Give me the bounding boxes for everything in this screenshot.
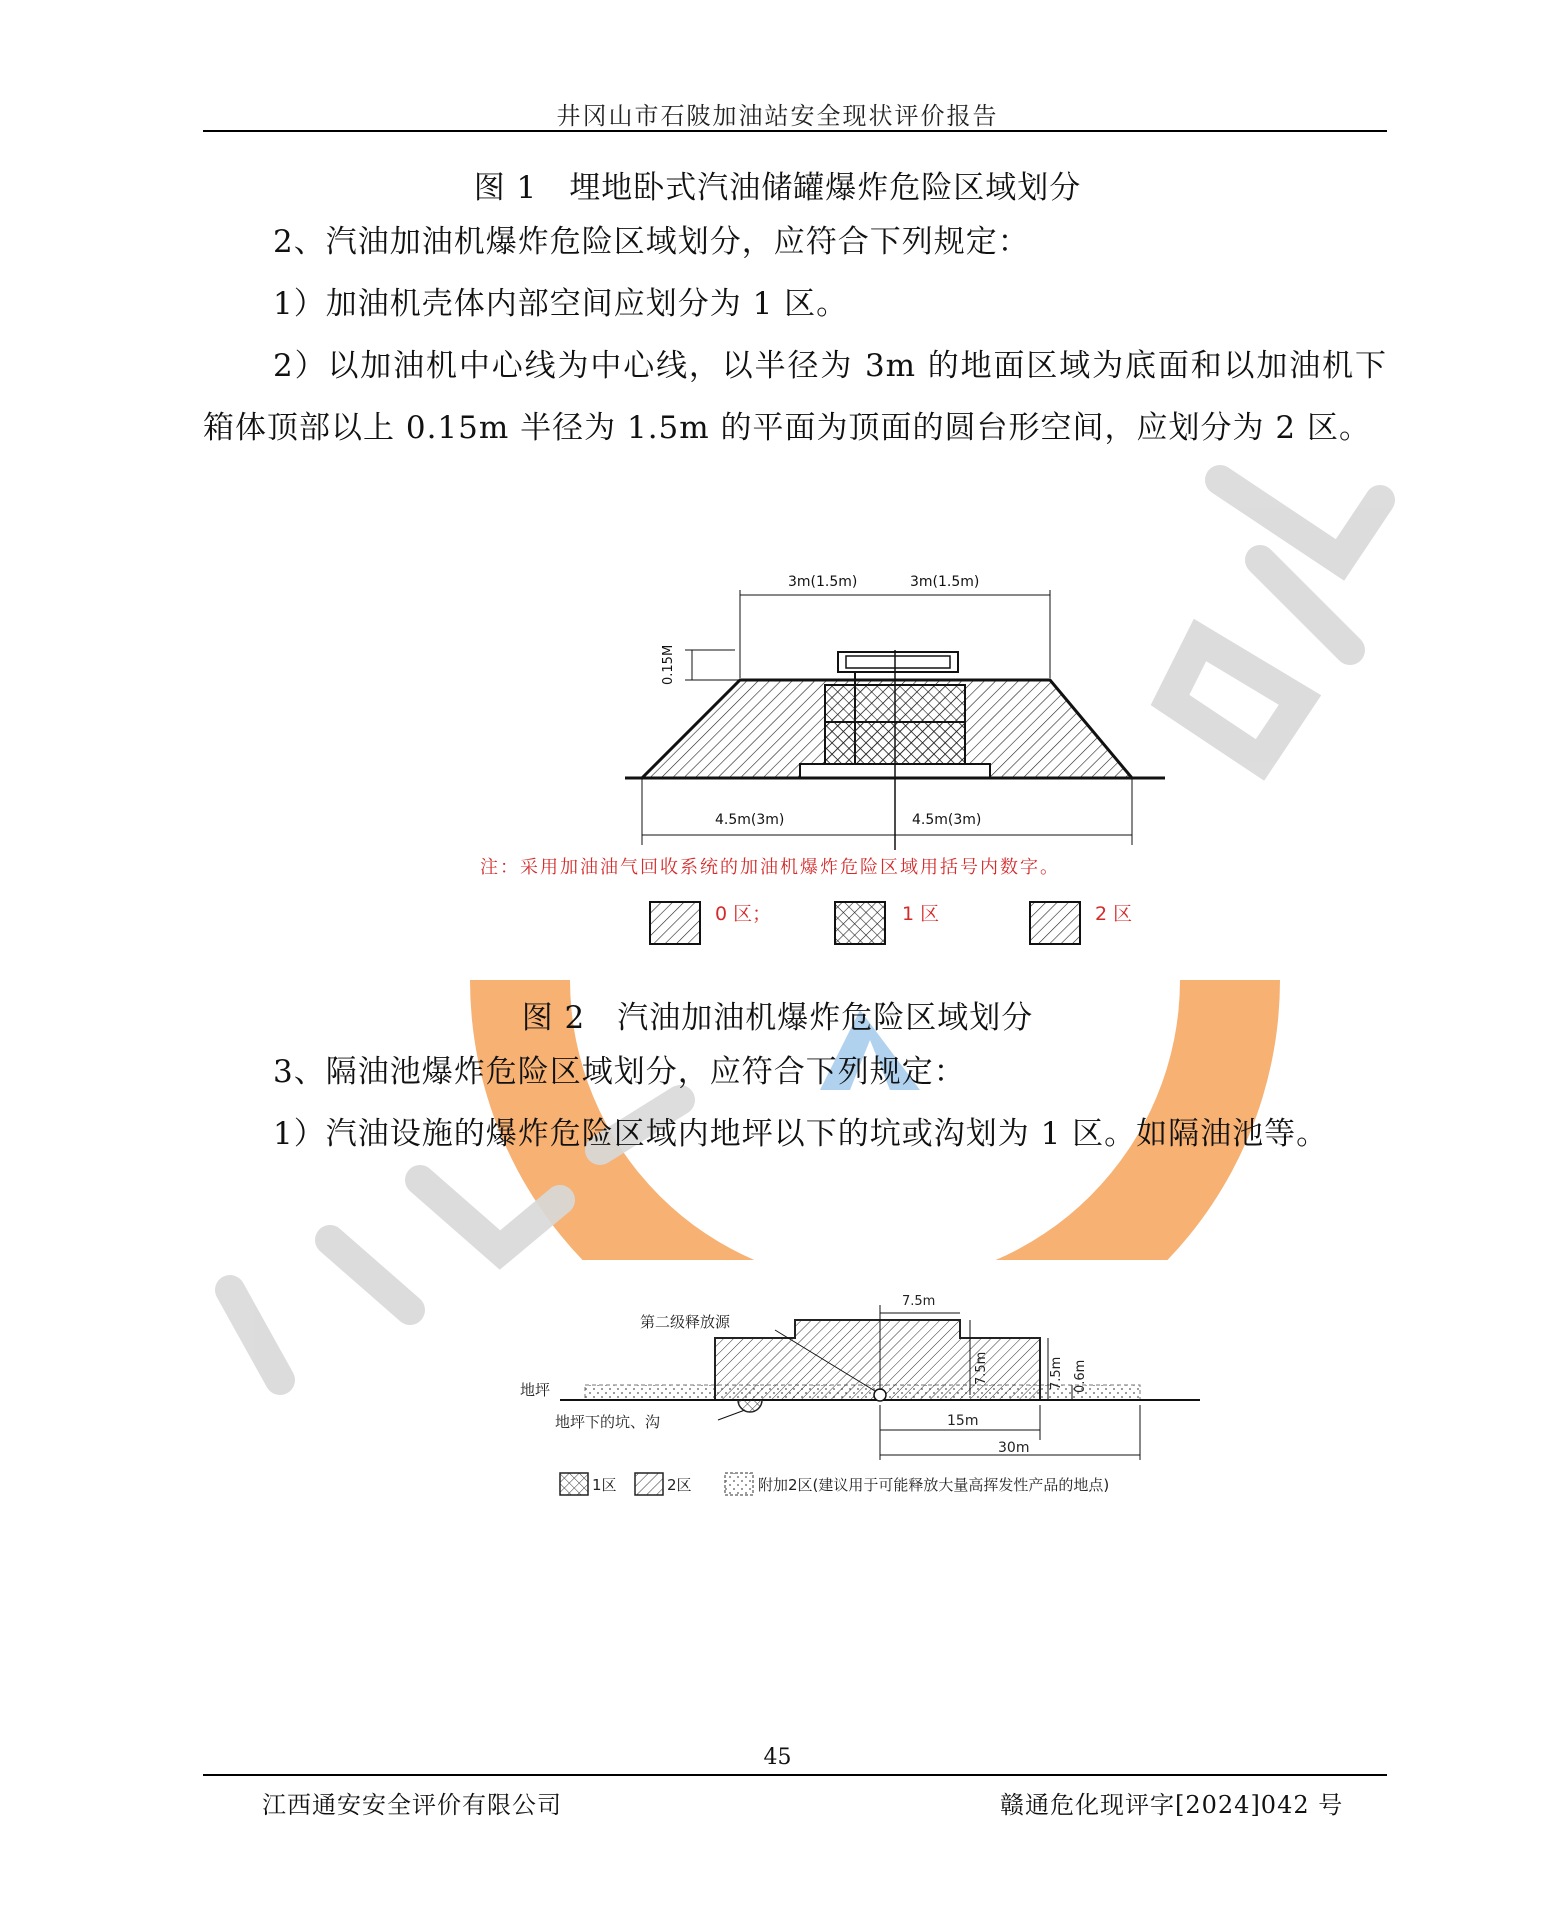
- legend-zone-1-label: 1 区: [902, 903, 940, 925]
- legend-zone-1-label: 1区: [592, 1476, 617, 1494]
- figure-1-caption: 图 1 埋地卧式汽油储罐爆炸危险区域划分: [473, 170, 1082, 206]
- section-3-item-1: 1）汽油设施的爆炸危险区域内地坪以下的坑或沟划为 1 区。如隔油池等。: [273, 1116, 1329, 1152]
- legend-zone-0-swatch: [650, 902, 700, 944]
- dim-height: 0.15M: [661, 644, 676, 685]
- dim-right-height: 7.5m: [1049, 1356, 1064, 1390]
- release-source-label: 第二级释放源: [640, 1313, 731, 1331]
- legend-zone-2-label: 2区: [667, 1476, 692, 1494]
- legend-additional-zone-2-label: 附加2区(建议用于可能释放大量高挥发性产品的地点): [758, 1476, 1110, 1494]
- dim-bottom-left: 4.5m(3m): [715, 812, 785, 828]
- footer-rule: [203, 1774, 1387, 1776]
- dim-top-7-5: 7.5m: [902, 1294, 936, 1309]
- legend-zone-2-swatch: [635, 1473, 663, 1495]
- section-2-item-1: 1）加油机壳体内部空间应划分为 1 区。: [273, 286, 849, 322]
- pit: [738, 1400, 762, 1412]
- release-source: [874, 1389, 886, 1401]
- legend-zone-1-swatch: [835, 902, 885, 944]
- header-title: 井冈山市石陂加油站安全现状评价报告: [556, 102, 999, 130]
- page-number: 45: [763, 1745, 792, 1770]
- zone-2-area: [715, 1320, 1040, 1400]
- legend-zone-1-swatch: [560, 1473, 588, 1495]
- ground-label: 地坪: [520, 1381, 551, 1399]
- legend-zone-2-swatch: [1030, 902, 1080, 944]
- legend-zone-0-label: 0 区；: [715, 903, 772, 925]
- dim-inner-height: 7.5m: [974, 1351, 989, 1385]
- section-2-item-2: 2）以加油机中心线为中心线，以半径为 3m 的地面区域为底面和以加油机下箱体顶部以上 0.15m 半径为 1.5m 的平面为顶面的圆台形空间，应划分为 2 区。: [203, 348, 1387, 446]
- dim-top-left: 3m(1.5m): [788, 574, 858, 590]
- header-rule: [203, 130, 1387, 132]
- dim-small-height: 0.6m: [1073, 1359, 1088, 1393]
- dim-top-right: 3m(1.5m): [910, 574, 980, 590]
- dim-30m: 30m: [998, 1440, 1030, 1456]
- dim-15m: 15m: [947, 1413, 979, 1429]
- footer-doc-number: 赣通危化现评字[2024]042 号: [1000, 1791, 1344, 1819]
- legend-additional-zone-2-swatch: [725, 1473, 753, 1495]
- dispenser-note: 注：采用加油油气回收系统的加油机爆炸危险区域用括号内数字。: [480, 857, 1060, 878]
- dim-bottom-right: 4.5m(3m): [912, 812, 982, 828]
- footer-company: 江西通安安全评价有限公司: [262, 1791, 562, 1819]
- figure-2-caption: 图 2 汽油加油机爆炸危险区域划分: [521, 1000, 1034, 1036]
- section-2-title: 2、汽油加油机爆炸危险区域划分，应符合下列规定：: [273, 224, 1030, 260]
- figure-3-diagram: [500, 1255, 1220, 1515]
- figure-2-diagram: [470, 550, 1210, 960]
- legend-zone-2-label: 2 区: [1095, 903, 1133, 925]
- section-3-title: 3、隔油池爆炸危险区域划分，应符合下列规定：: [273, 1054, 966, 1090]
- pit-label: 地坪下的坑、沟: [555, 1413, 661, 1431]
